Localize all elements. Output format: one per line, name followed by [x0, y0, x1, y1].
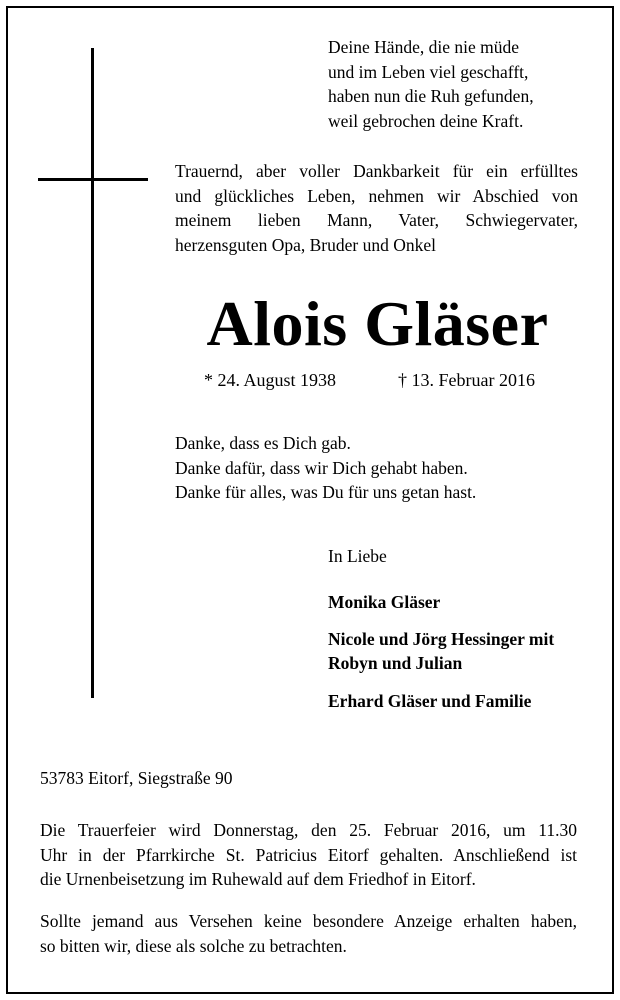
poem-line: haben nun die Ruh gefunden, — [328, 86, 534, 106]
intro-line: und glückliches Leben, nehmen wir Abschied von — [175, 185, 578, 206]
mourner-entry — [328, 590, 598, 614]
ceremony-line: Die Trauerfeier wird Donnerstag, den 25. Februar 2016, um 11.30 — [40, 820, 577, 840]
death-date: † 13. Februar 2016 — [398, 370, 535, 390]
mourner-entry — [328, 689, 598, 713]
intro-line: Trauernd, aber voller Dankbarkeit für ein erfülltes — [175, 161, 578, 181]
intro-line: herzensguten Opa, Bruder und Onkel — [175, 234, 436, 255]
mourner-line: Monika Gläser — [328, 592, 441, 612]
notice-line: so bitten wir, diese als solche zu betrachten. — [40, 935, 347, 956]
ceremony-line: Uhr in der Pfarrkirche St. Patricius Eitorf gehalten. Anschließend ist — [40, 844, 577, 865]
poem-line: Deine Hände, die nie müde — [328, 37, 519, 57]
address: 53783 Eitorf, Siegstraße 90 — [40, 768, 233, 788]
memorial-poem — [328, 35, 598, 133]
thanks-line: Danke, dass es Dich gab. — [175, 433, 351, 453]
cross-vertical-bar — [91, 48, 94, 698]
poem-line: weil gebrochen deine Kraft. — [328, 110, 524, 131]
thanks-line: Danke für alles, was Du für uns getan hast. — [175, 482, 477, 502]
intro-line: meinem lieben Mann, Vater, Schwiegervater, — [175, 210, 578, 230]
mourner-line: Nicole und Jörg Hessinger mit — [328, 629, 555, 649]
mourner-line: Robyn und Julian — [328, 653, 463, 673]
cross-horizontal-bar — [38, 178, 148, 181]
mourner-line: Erhard Gläser und Familie — [328, 691, 532, 711]
birth-date: * 24. August 1938 — [204, 370, 337, 390]
thanks-text — [175, 431, 595, 505]
mourner-entry — [328, 627, 598, 675]
ceremony-line: die Urnenbeisetzung im Ruhewald auf dem Friedhof in Eitorf. — [40, 869, 476, 889]
intro-text — [175, 159, 578, 257]
poem-line: und im Leben viel geschafft, — [328, 61, 529, 82]
closing-phrase: In Liebe — [328, 546, 387, 566]
closing-notice — [40, 909, 577, 958]
deceased-name: Alois Gläser — [206, 288, 549, 359]
ceremony-info — [40, 818, 577, 892]
thanks-line: Danke dafür, dass wir Dich gehabt haben. — [175, 457, 468, 478]
notice-line: Sollte jemand aus Versehen keine besondere Anzeige erhalten haben, — [40, 911, 577, 931]
